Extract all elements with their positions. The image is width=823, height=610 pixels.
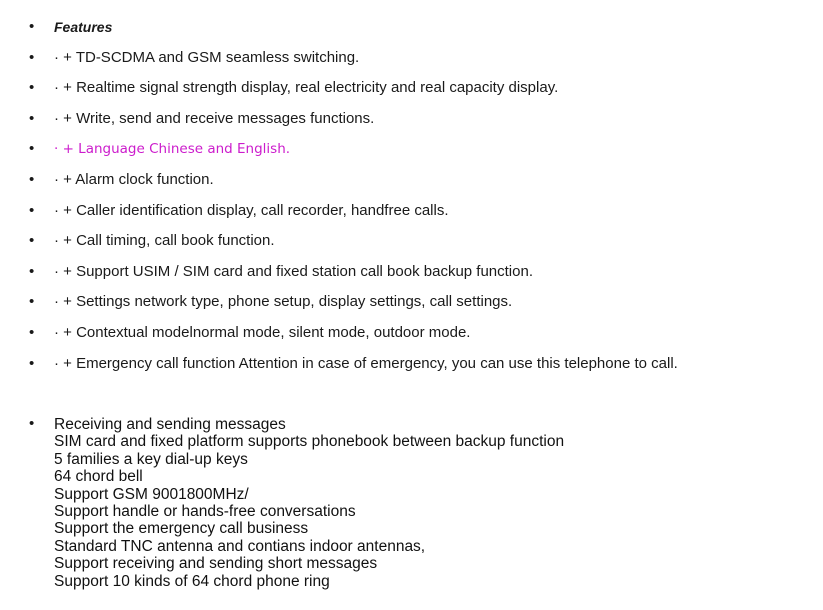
spec-line: 64 chord bell <box>54 468 143 486</box>
spec-line: Support the emergency call business <box>54 520 309 538</box>
feature-item-highlighted <box>0 137 823 168</box>
bullet-marker: • <box>29 232 35 250</box>
bullet-marker: • <box>29 201 35 219</box>
feature-text: · + Alarm clock function. <box>54 170 214 188</box>
spec-line: 5 families a key dial-up keys <box>54 450 248 468</box>
bullet-marker: • <box>29 18 35 35</box>
bullet-marker: • <box>29 170 35 188</box>
bullet-marker: • <box>29 323 35 341</box>
bullet-marker: • <box>29 262 35 280</box>
feature-item <box>0 107 823 138</box>
features-heading: Features <box>54 19 113 35</box>
feature-text: · + Support USIM / SIM card and fixed station call book backup function. <box>54 262 533 280</box>
feature-item <box>0 199 823 230</box>
feature-item <box>0 46 823 77</box>
bullet-marker: • <box>29 415 35 432</box>
features-heading-item <box>0 15 823 46</box>
feature-item <box>0 290 823 321</box>
bullet-marker: • <box>29 140 35 158</box>
bullet-marker: • <box>29 354 35 372</box>
spec-line: Support GSM 9001800MHz/ <box>54 485 249 503</box>
bullet-marker: • <box>29 109 35 127</box>
feature-item <box>0 229 823 260</box>
spec-line: SIM card and fixed platform supports phonebook between backup function <box>54 433 565 451</box>
spec-line: Support receiving and sending short messages <box>54 555 378 573</box>
feature-item <box>0 321 823 352</box>
feature-item <box>0 352 823 383</box>
bullet-marker: • <box>29 79 35 97</box>
bullet-marker: • <box>29 48 35 66</box>
feature-text: · + Write, send and receive messages functions. <box>54 109 375 127</box>
bullet-marker: • <box>29 293 35 311</box>
feature-item <box>0 76 823 107</box>
feature-text: · + Settings network type, phone setup, display settings, call settings. <box>54 293 513 311</box>
feature-text: · + Caller identification display, call recorder, handfree calls. <box>54 201 449 219</box>
spec-line: Support 10 kinds of 64 chord phone ring <box>54 572 330 590</box>
spec-line: Receiving and sending messages <box>54 416 286 433</box>
feature-text-highlighted: · + Language Chinese and English. <box>54 141 291 158</box>
feature-text: · + Realtime signal strength display, real electricity and real capacity display. <box>54 79 559 97</box>
feature-text: · + TD-SCDMA and GSM seamless switching. <box>54 48 360 66</box>
spec-line: Standard TNC antenna and contians indoor antennas, <box>54 537 426 555</box>
spec-line: Support handle or hands-free conversations <box>54 503 356 521</box>
feature-text: · + Call timing, call book function. <box>54 232 275 250</box>
feature-item <box>0 260 823 291</box>
feature-item <box>0 168 823 199</box>
feature-text: · + Emergency call function Attention in case of emergency, you can use this telephone to call. <box>54 354 678 372</box>
features-list <box>0 15 823 382</box>
specs-lines <box>54 416 564 590</box>
feature-text: · + Contextual modelnormal mode, silent mode, outdoor mode. <box>54 323 471 341</box>
